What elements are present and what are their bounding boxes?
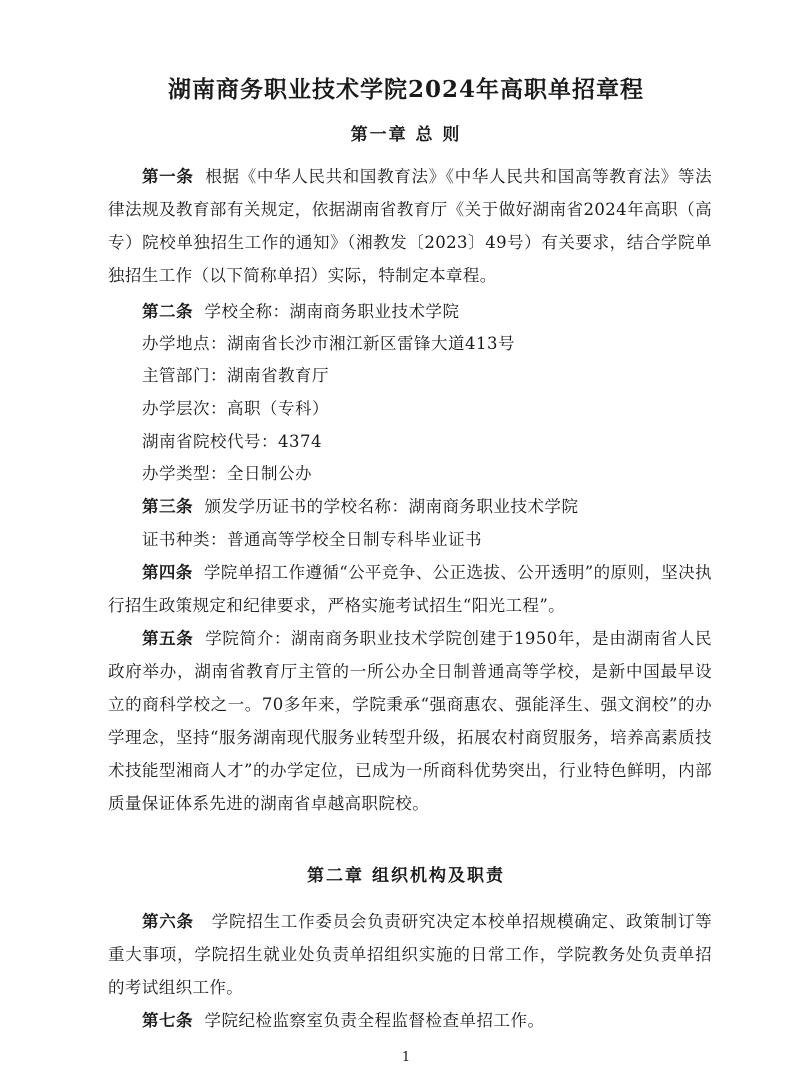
article-2-text: 学校全称：湖南商务职业技术学院: [204, 302, 460, 321]
article-3: [142, 490, 579, 523]
article-1: [108, 160, 712, 292]
school-code: 湖南省院校代号：4374: [142, 432, 322, 451]
page-number: 1: [401, 1050, 411, 1065]
chapter-2-heading: 第二章 组织机构及职责: [307, 866, 505, 886]
document-title: 湖南商务职业技术学院2024年高职单招章程: [167, 76, 644, 103]
article-7-label: 第七条: [142, 1011, 193, 1030]
article-3-text: 颁发学历证书的学校名称：湖南商务职业技术学院: [204, 497, 579, 516]
article-6-text: 学院招生工作委员会负责研究决定本校单招规模确定、政策制订等重大事项，学院招生就业处负责单招组织实施的日常工作，学院教务处负责单招的考试组织工作。: [108, 912, 712, 997]
article-6: [108, 905, 712, 1004]
chapter-1-heading: 第一章 总 则: [350, 125, 462, 145]
article-5: [108, 622, 712, 820]
school-level: 办学层次：高职（专科）: [142, 399, 329, 418]
article-6-label: 第六条: [142, 912, 194, 931]
article-4-label: 第四条: [142, 563, 193, 582]
school-authority: 主管部门：湖南省教育厅: [142, 366, 329, 385]
school-address: 办学地点：湖南省长沙市湘江新区雷锋大道413号: [142, 334, 515, 353]
article-4: [108, 556, 712, 622]
article-7-text: 学院纪检监察室负责全程监督检查单招工作。: [204, 1011, 545, 1030]
article-1-text: 根据《中华人民共和国教育法》《中华人民共和国高等教育法》等法律法规及教育部有关规定，依据湖南省教育厅《关于做好湖南省2024年高职（高专）院校单独招生工作的通知》（湘教发〔2023〕49号）有关要求，结合学院单独招生工作（以下简称单招）实际，特制定本章程。: [108, 167, 713, 285]
article-5-text: 学院简介：湖南商务职业技术学院创建于1950年，是由湖南省人民政府举办，湖南省教育厅主管的一所公办全日制普通高等学校，是新中国最早设立的商科学校之一。70多年来，学院秉承“强商惠农、强能泽生、强文润校”的办学理念，坚持“服务湖南现代服务业转型升级，拓展农村商贸服务，培养高素质技术技能型湘商人才”的办学定位，已成为一所商科优势突出，行业特色鲜明，内部质量保证体系先进的湖南省卓越高职院校。: [108, 629, 712, 813]
article-2: [142, 295, 460, 328]
article-2-label: 第二条: [142, 302, 193, 321]
article-5-label: 第五条: [142, 629, 194, 648]
article-3-label: 第三条: [142, 497, 193, 516]
article-4-text: 学院单招工作遵循“公平竞争、公正选拔、公开透明”的原则，坚决执行招生政策规定和纪律要求，严格实施考试招生“阳光工程”。: [108, 563, 712, 615]
article-7: [142, 1004, 545, 1037]
school-type: 办学类型：全日制公办: [142, 464, 312, 483]
article-1-label: 第一条: [142, 167, 194, 186]
certificate-type: 证书种类：普通高等学校全日制专科毕业证书: [142, 530, 482, 549]
